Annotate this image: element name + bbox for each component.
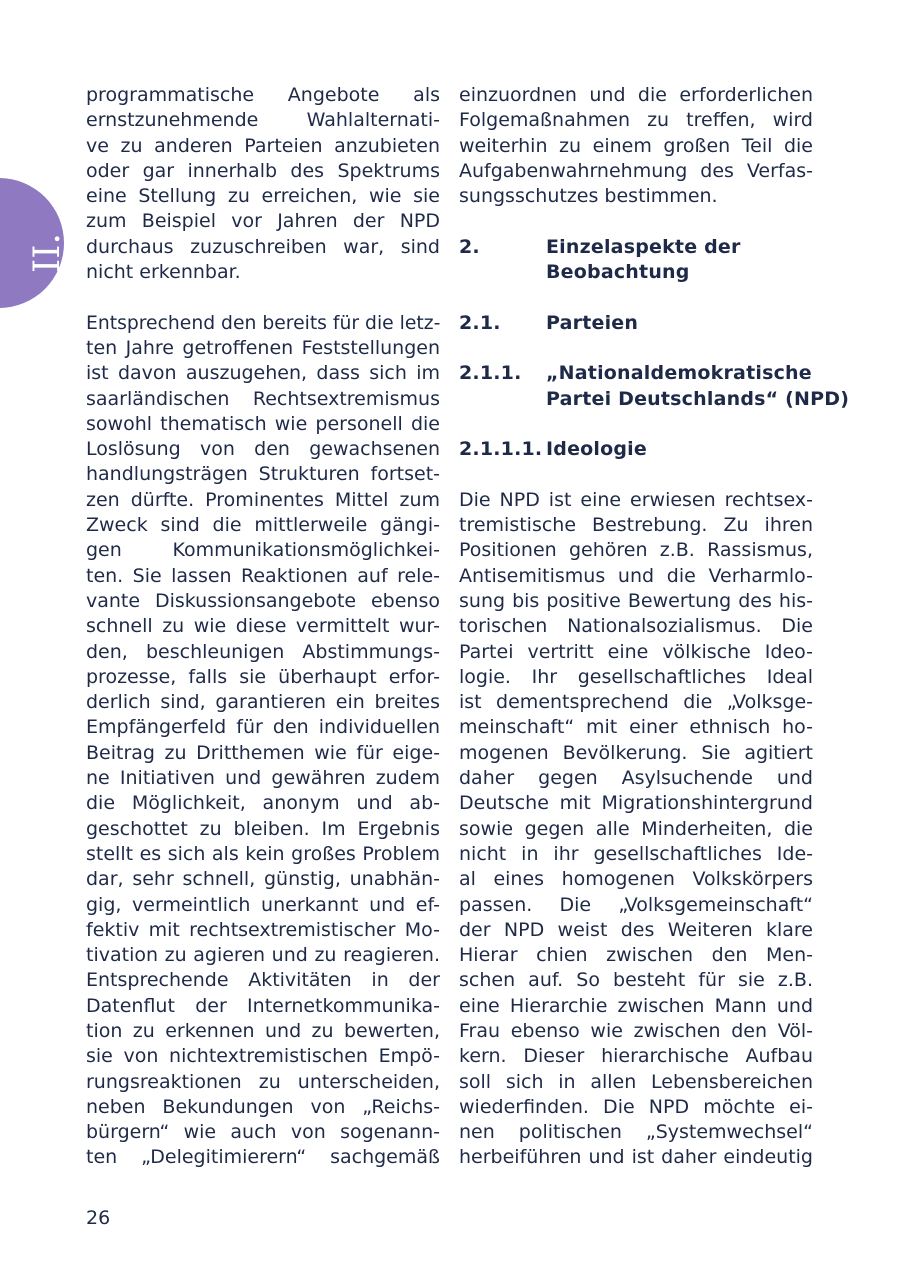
text-line: Positionen gehören z.B. Rassismus,: [459, 539, 813, 562]
section-number: 2.: [459, 235, 480, 258]
text-line: soll sich in allen Lebensbereichen: [459, 1070, 813, 1093]
section-title-line: „Nationaldemokratische: [546, 362, 812, 385]
text-line: Empfängerfeld für den individuellen: [86, 716, 440, 739]
text-line: Datenflut der Internetkommunika-: [86, 994, 440, 1017]
text-line: wiederfinden. Die NPD möchte ei-: [459, 1095, 813, 1118]
text-line: die Möglichkeit, anonym und ab-: [86, 792, 440, 815]
text-line: Entsprechend den bereits für die letz-: [86, 312, 441, 334]
text-line: geschottet zu bleiben. Im Ergebnis: [86, 817, 440, 840]
text-line: ve zu anderen Parteien anzubieten: [86, 134, 440, 157]
text-line: einzuordnen und die erforderlichen: [459, 84, 813, 106]
chapter-tab-label: II.: [27, 233, 68, 273]
section-heading-2-1: [459, 311, 813, 336]
text-line: weiterhin zu einem großen Teil die: [459, 134, 813, 157]
page-number: 26: [86, 1207, 111, 1229]
right-column: [459, 83, 850, 1171]
section-number: 2.1.: [459, 311, 501, 334]
text-line: eine Stellung zu erreichen, wie sie: [86, 185, 440, 208]
text-line: tremistische Bestrebung. Zu ihren: [459, 514, 813, 537]
text-line: tivation zu agieren und zu reagieren.: [86, 944, 440, 967]
text-line: meinschaft“ mit einer ethnisch ho-: [459, 716, 813, 739]
text-line: dar, sehr schnell, günstig, unabhän-: [86, 868, 440, 891]
text-line: ernstzunehmende Wahlalternati-: [86, 109, 440, 132]
left-paragraph-1: [86, 83, 440, 285]
left-paragraph-2: [86, 311, 440, 1171]
text-line: Aufgabenwahrnehmung des Verfas-: [459, 159, 813, 182]
text-line: prozesse, falls sie überhaupt erfor-: [86, 665, 440, 688]
text-line: vante Diskussionsangebote ebenso: [86, 589, 440, 612]
right-paragraph-1: [459, 83, 813, 209]
text-line: zen dürfte. Prominentes Mittel zum: [86, 488, 440, 511]
section-heading-2: [459, 235, 813, 286]
text-line: durchaus zuzuschreiben war, sind: [86, 235, 440, 258]
text-line: ne Initiativen und gewähren zudem: [86, 767, 440, 790]
text-line: rungsreaktionen zu unterscheiden,: [86, 1070, 440, 1093]
text-line: zum Beispiel vor Jahren der NPD: [86, 210, 440, 233]
text-line: al eines homogenen Volkskörpers: [459, 868, 813, 891]
section-title-line: Partei Deutschlands“ (NPD): [546, 387, 850, 410]
text-line: sowohl thematisch wie personell die: [86, 412, 440, 435]
text-line: Folgemaßnahmen zu treffen, wird: [459, 109, 813, 132]
text-line: Frau ebenso wie zwischen den Völ-: [459, 1019, 813, 1042]
text-line: kern. Dieser hierarchische Aufbau: [459, 1045, 813, 1068]
text-line: Deutsche mit Migrationshintergrund: [459, 792, 813, 815]
text-line: nen politischen „Systemwechsel“: [459, 1121, 813, 1144]
text-line: ist davon auszugehen, dass sich im: [86, 362, 440, 385]
text-line: Hierar chien zwischen den Men-: [459, 944, 813, 967]
text-line: daher gegen Asylsuchende und: [459, 767, 813, 790]
text-line: oder gar innerhalb des Spektrums: [86, 159, 440, 182]
text-line: Loslösung von den gewachsenen: [86, 438, 440, 461]
text-line: ten „Delegitimierern“ sachgemäß: [86, 1146, 440, 1169]
text-line: Zweck sind die mittlerweile gängi-: [86, 514, 440, 537]
text-line: passen. Die „Volksgemeinschaft“: [459, 893, 813, 916]
text-line: fektiv mit rechtsextremistischer Mo-: [86, 918, 440, 941]
text-line: nicht erkennbar.: [86, 261, 241, 284]
text-line: den, beschleunigen Abstimmungs-: [86, 640, 440, 663]
text-line: stellt es sich als kein großes Problem: [86, 842, 440, 865]
text-line: torischen Nationalsozialismus. Die: [459, 615, 813, 638]
text-line: Die NPD ist eine erwiesen rechtsex-: [459, 488, 813, 511]
text-line: logie. Ihr gesellschaftliches Ideal: [459, 665, 813, 688]
section-heading-2-1-1-1: [459, 437, 813, 462]
text-line: saarländischen Rechtsextremismus: [86, 387, 440, 410]
section-title-line: Ideologie: [546, 438, 647, 461]
section-title-line: Beobachtung: [546, 261, 690, 284]
text-line: mogenen Bevölkerung. Sie agitiert: [459, 741, 813, 764]
text-line: Partei vertritt eine völkische Ideo-: [459, 640, 813, 663]
text-line: gig, vermeintlich unerkannt und ef-: [86, 893, 440, 916]
section-title-line: Parteien: [546, 311, 639, 334]
section-title-line: Einzelaspekte der: [546, 235, 741, 258]
text-line: derlich sind, garantieren ein breites: [86, 691, 440, 714]
section-heading-2-1-1: [459, 361, 850, 412]
text-line: ten Jahre getroffenen Feststellungen: [86, 336, 440, 359]
left-column: [86, 83, 440, 1171]
text-line: ten. Sie lassen Reaktionen auf rele-: [86, 564, 440, 587]
text-line: schen auf. So besteht für sie z.B.: [459, 969, 813, 992]
text-line: gen Kommunikationsmöglichkei-: [86, 539, 440, 562]
text-line: neben Bekundungen von „Reichs-: [86, 1095, 440, 1118]
text-line: sie von nichtextremistischen Empö-: [86, 1045, 440, 1068]
text-line: bürgern“ wie auch von sogenann-: [86, 1121, 440, 1144]
text-line: Beitrag zu Dritthemen wie für eige-: [86, 741, 440, 764]
text-line: eine Hierarchie zwischen Mann und: [459, 994, 813, 1017]
text-line: der NPD weist des Weiteren klare: [459, 918, 813, 941]
text-line: handlungsträgen Strukturen fortset-: [86, 463, 440, 486]
text-line: sowie gegen alle Minderheiten, die: [459, 817, 813, 840]
text-line: sungsschutzes bestimmen.: [459, 185, 718, 208]
text-line: herbeiführen und ist daher eindeutig: [459, 1146, 813, 1169]
text-line: ist dementsprechend die „Volksge-: [459, 691, 813, 714]
text-line: Entsprechende Aktivitäten in der: [86, 969, 440, 992]
right-paragraph-2: [459, 488, 813, 1171]
text-line: nicht in ihr gesellschaftliches Ide-: [459, 842, 813, 865]
text-line: schnell zu wie diese vermittelt wur-: [86, 615, 440, 638]
text-line: tion zu erkennen und zu bewerten,: [86, 1019, 440, 1042]
section-number: 2.1.1.1.: [459, 438, 543, 461]
text-line: programmatische Angebote als: [86, 84, 440, 106]
section-number: 2.1.1.: [459, 362, 522, 385]
text-line: Antisemitismus und die Verharmlo-: [459, 564, 813, 587]
text-line: sung bis positive Bewertung des his-: [459, 589, 813, 612]
